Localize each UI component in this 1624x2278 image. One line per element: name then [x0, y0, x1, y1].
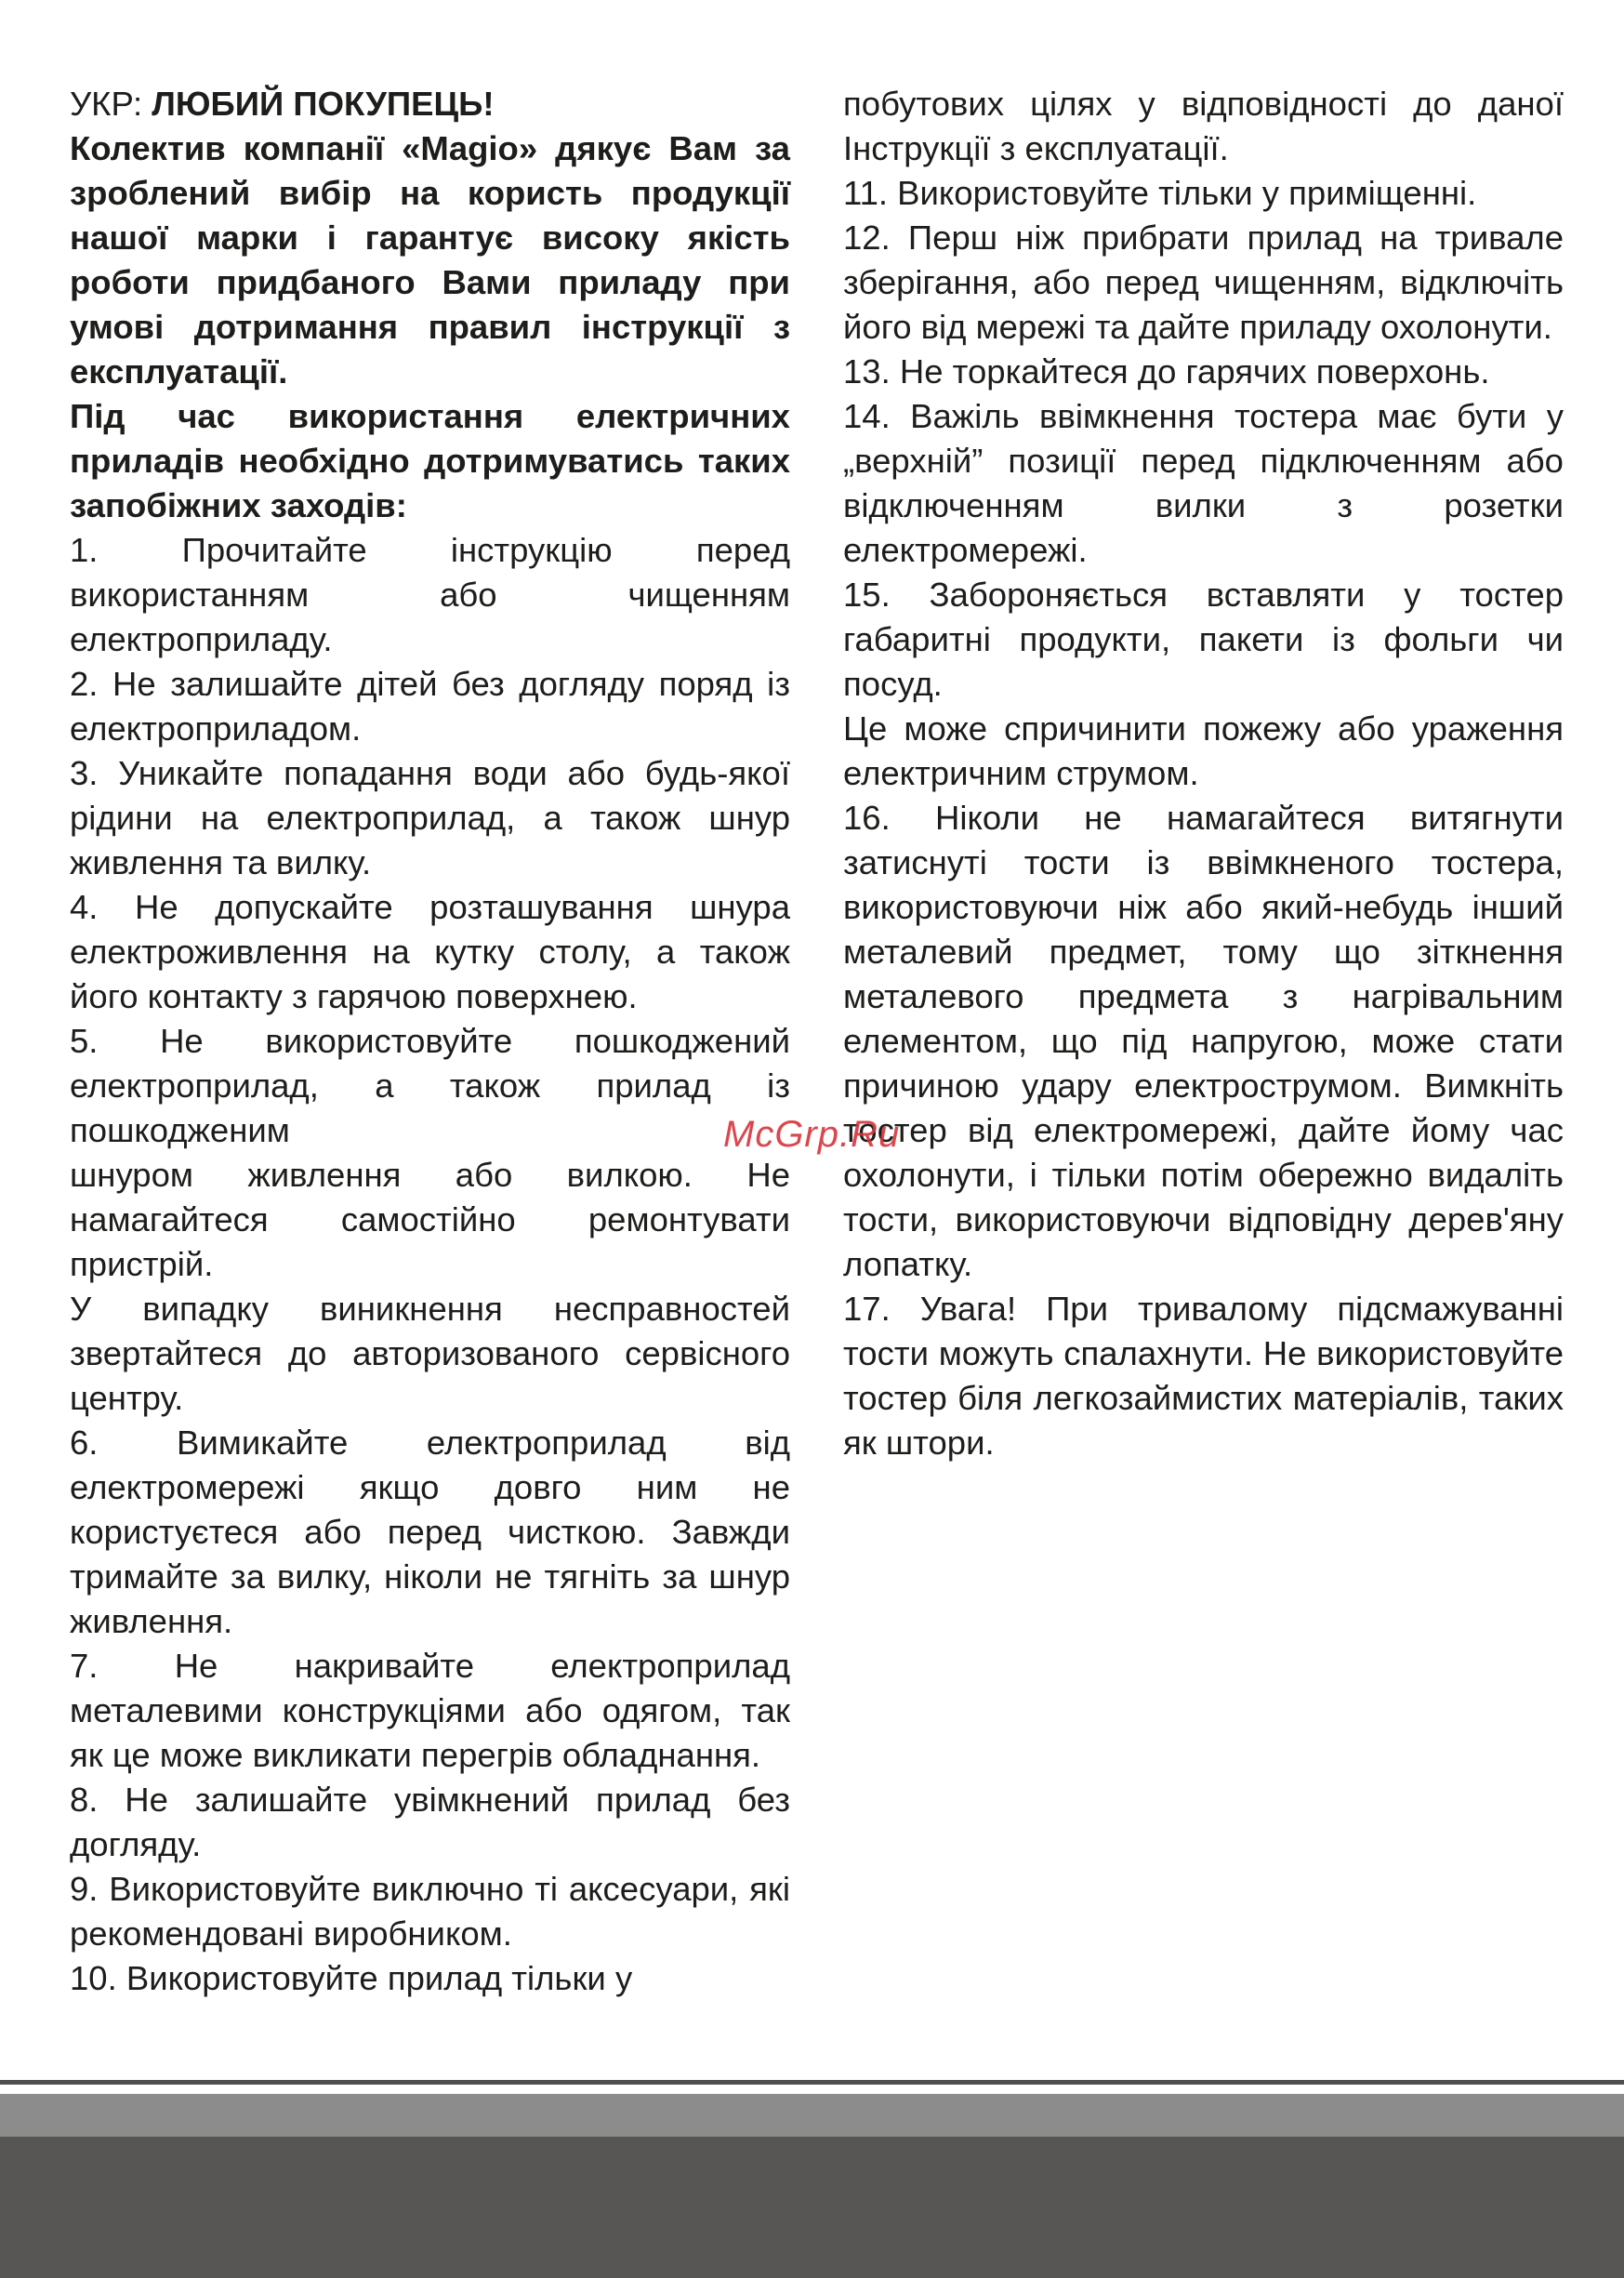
instruction-item: 17. Увага! При тривалому підсмажуванні тости можуть спалахнути. Не використовуйте тостер біля легкозаймистих матеріалів, таких як штори.: [843, 1290, 1564, 1462]
instruction-item: 1. Прочитайте інструкцію перед використанням або чищенням електроприладу.: [70, 531, 790, 658]
instruction-item: 9. Використовуйте виключно ті аксесуари, які рекомендовані виробником.: [70, 1870, 790, 1953]
instruction-item: 16. Ніколи не намагайтеся витягнути затиснуті тости із ввімкненого тостера, використовуючи ніж або який-небудь інший металевий предмет, тому що зіткнення металевого предмета з нагрівальним елементом, що під напругою, може стати причиною удару електрострумом. Вимкніть тостер від електромережі, дайте йому час охолонути, і тільки потім обережно видаліть тости, використовуючи відповідну дерев'яну лопатку.: [843, 799, 1564, 1283]
instruction-item: Це може спричинити пожежу або ураження електричним струмом.: [843, 709, 1564, 792]
instruction-item: 11. Використовуйте тільки у приміщенні.: [843, 174, 1477, 212]
footer-band-dark: [0, 2137, 1624, 2278]
footer-band-light: [0, 2094, 1624, 2137]
instruction-item: 15. Забороняється вставляти у тостер габаритні продукти, пакети із фольги чи посуд.: [843, 576, 1564, 703]
instruction-item: 7. Не накривайте електроприлад металевими конструкціями або одягом, так як це може викликати перегрів обладнання.: [70, 1647, 790, 1774]
watermark: McGrp.Ru: [723, 1114, 901, 1155]
instruction-item: 3. Уникайте попадання води або будь-якої рідини на електроприлад, а також шнур живлення та вилку.: [70, 754, 790, 881]
greeting-title: ЛЮБИЙ ПОКУПЕЦЬ!: [152, 85, 495, 123]
left-column: [70, 82, 790, 2001]
language-label: УКР:: [70, 85, 143, 123]
instruction-item: 10. Використовуйте прилад тільки у: [70, 1959, 633, 1997]
instruction-item: 2. Не залишайте дітей без догляду поряд із електроприладом.: [70, 665, 790, 748]
right-column: [843, 82, 1564, 1465]
instruction-item: 5. Не використовуйте пошкоджений електроприлад, а також прилад із пошкодженим: [70, 1022, 790, 1149]
instruction-item: побутових цілях у відповідності до даної Інструкції з експлуатації.: [843, 85, 1564, 167]
safety-intro-paragraph: Під час використання електричних приладів необхідно дотримуватись таких запобіжних заходів:: [70, 397, 790, 524]
instruction-item: У випадку виникнення несправностей звертайтеся до авторизованого сервісного центру.: [70, 1290, 790, 1417]
intro-paragraph: Колектив компанії «Magio» дякує Вам за зроблений вибір на користь продукції нашої марки і гарантує високу якість роботи придбаного Вами приладу при умові дотримання правил інструкції з експлуатації.: [70, 129, 790, 391]
instruction-item: 14. Важіль ввімкнення тостера має бути у „верхній” позиції перед підключенням або відключенням вилки з розетки електромережі.: [843, 397, 1564, 569]
greeting-line: [70, 82, 790, 126]
instruction-item: 13. Не торкайтеся до гарячих поверхонь.: [843, 352, 1490, 391]
instruction-item: 6. Вимикайте електроприлад від електромережі якщо довго ним не користуєтеся або перед чисткою. Завжди тримайте за вилку, ніколи не тягніть за шнур живлення.: [70, 1424, 790, 1640]
footer-divider: [0, 2080, 1624, 2085]
instruction-item: 8. Не залишайте увімкнений прилад без догляду.: [70, 1781, 790, 1863]
instruction-item: 4. Не допускайте розташування шнура електроживлення на кутку столу, а також його контакту з гарячою поверхнею.: [70, 888, 790, 1015]
instruction-item: шнуром живлення або вилкою. Не намагайтеся самостійно ремонтувати пристрій.: [70, 1156, 790, 1283]
instruction-item: 12. Перш ніж прибрати прилад на тривале зберігання, або перед чищенням, відключіть його від мережі та дайте приладу охолонути.: [843, 219, 1564, 346]
